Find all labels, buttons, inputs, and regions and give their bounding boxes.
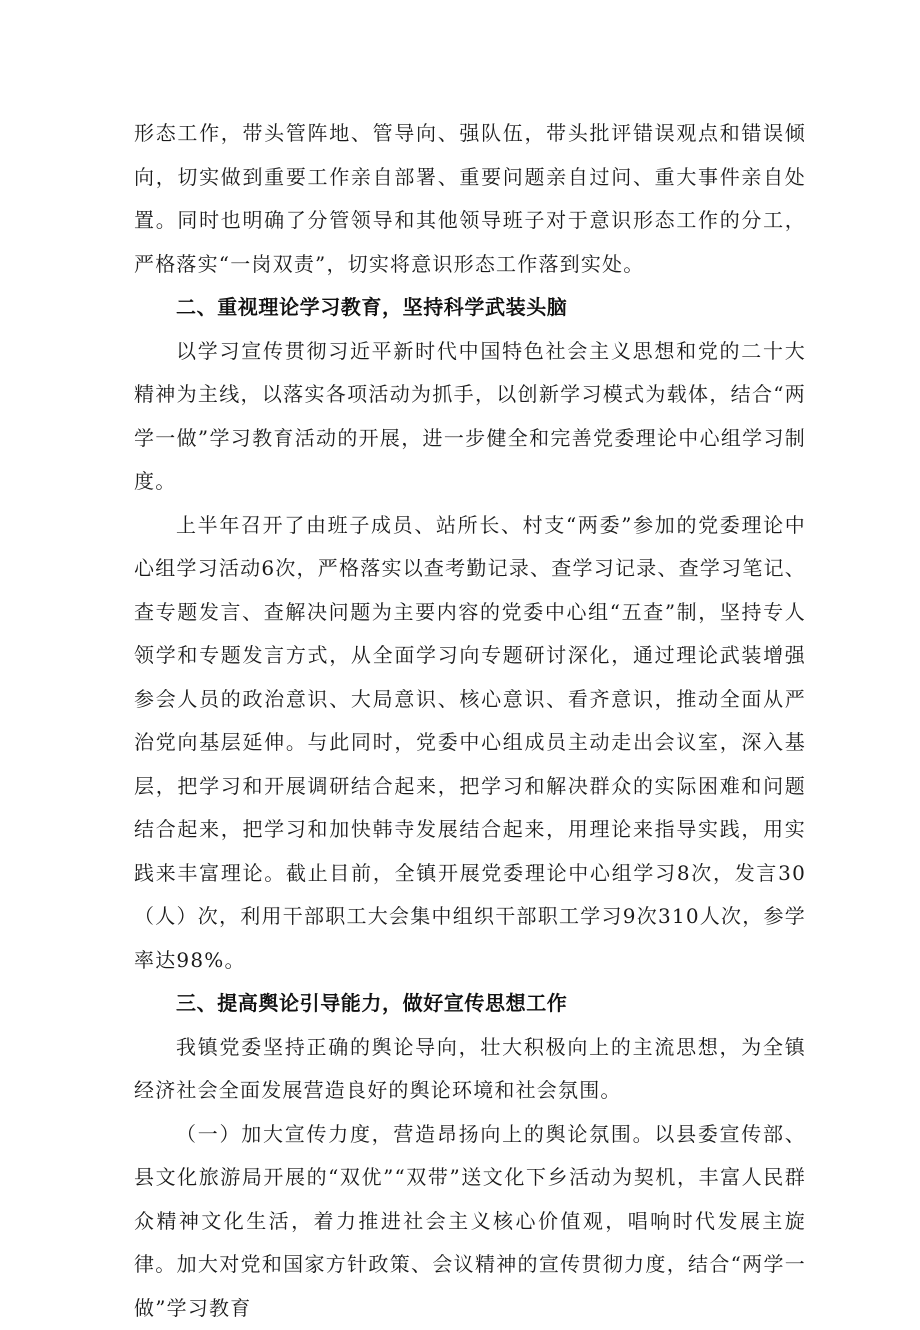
section-heading-public-opinion: 三、提高舆论引导能力，做好宣传思想工作 [134, 982, 806, 1026]
paragraph-center-group-study: 上半年召开了由班子成员、站所长、村支“两委”参加的党委理论中心组学习活动6次，严格落实以查考勤记录、查学习记录、查学习笔记、查专题发言、查解决问题为主要内容的党委中心组“五查”制，坚持专人领学和专题发言方式，从全面学习向专题研讨深化，通过理论武装增强参会人员的政治意识、大局意识、核心意识、看齐意识，推动全面从严治党向基层延伸。与此同时，党委中心组成员主动走出会议室，深入基层，把学习和开展调研结合起来，把学习和解决群众的实际困难和问题结合起来，把学习和加快韩寺发展结合起来，用理论来指导实践，用实践来丰富理论。截止目前，全镇开展党委理论中心组学习8次，发言30（人）次，利用干部职工大会集中组织干部职工学习9次310人次，参学率达98%。 [134, 504, 806, 983]
section-heading-theory-study: 二、重视理论学习教育，坚持科学武装头脑 [134, 286, 806, 330]
paragraph-ideology-duties: 形态工作，带头管阵地、管导向、强队伍，带头批评错误观点和错误倾向，切实做到重要工作亲自部署、重要问题亲自过问、重大事件亲自处置。同时也明确了分管领导和其他领导班子对于意识形态工作的分工，严格落实“一岗双责”，切实将意识形态工作落到实处。 [134, 112, 806, 286]
paragraph-opinion-guidance: 我镇党委坚持正确的舆论导向，壮大积极向上的主流思想，为全镇经济社会全面发展营造良好的舆论环境和社会氛围。 [134, 1026, 806, 1113]
document-body [134, 112, 806, 1330]
paragraph-study-mainline: 以学习宣传贯彻习近平新时代中国特色社会主义思想和党的二十大精神为主线，以落实各项活动为抓手，以创新学习模式为载体，结合“两学一做”学习教育活动的开展，进一步健全和完善党委理论中心组学习制度。 [134, 330, 806, 504]
paragraph-publicity-efforts: （一）加大宣传力度，营造昂扬向上的舆论氛围。以县委宣传部、县文化旅游局开展的“双优”“双带”送文化下乡活动为契机，丰富人民群众精神文化生活，着力推进社会主义核心价值观，唱响时代发展主旋律。加大对党和国家方针政策、会议精神的宣传贯彻力度，结合“两学一做”学习教育 [134, 1113, 806, 1330]
